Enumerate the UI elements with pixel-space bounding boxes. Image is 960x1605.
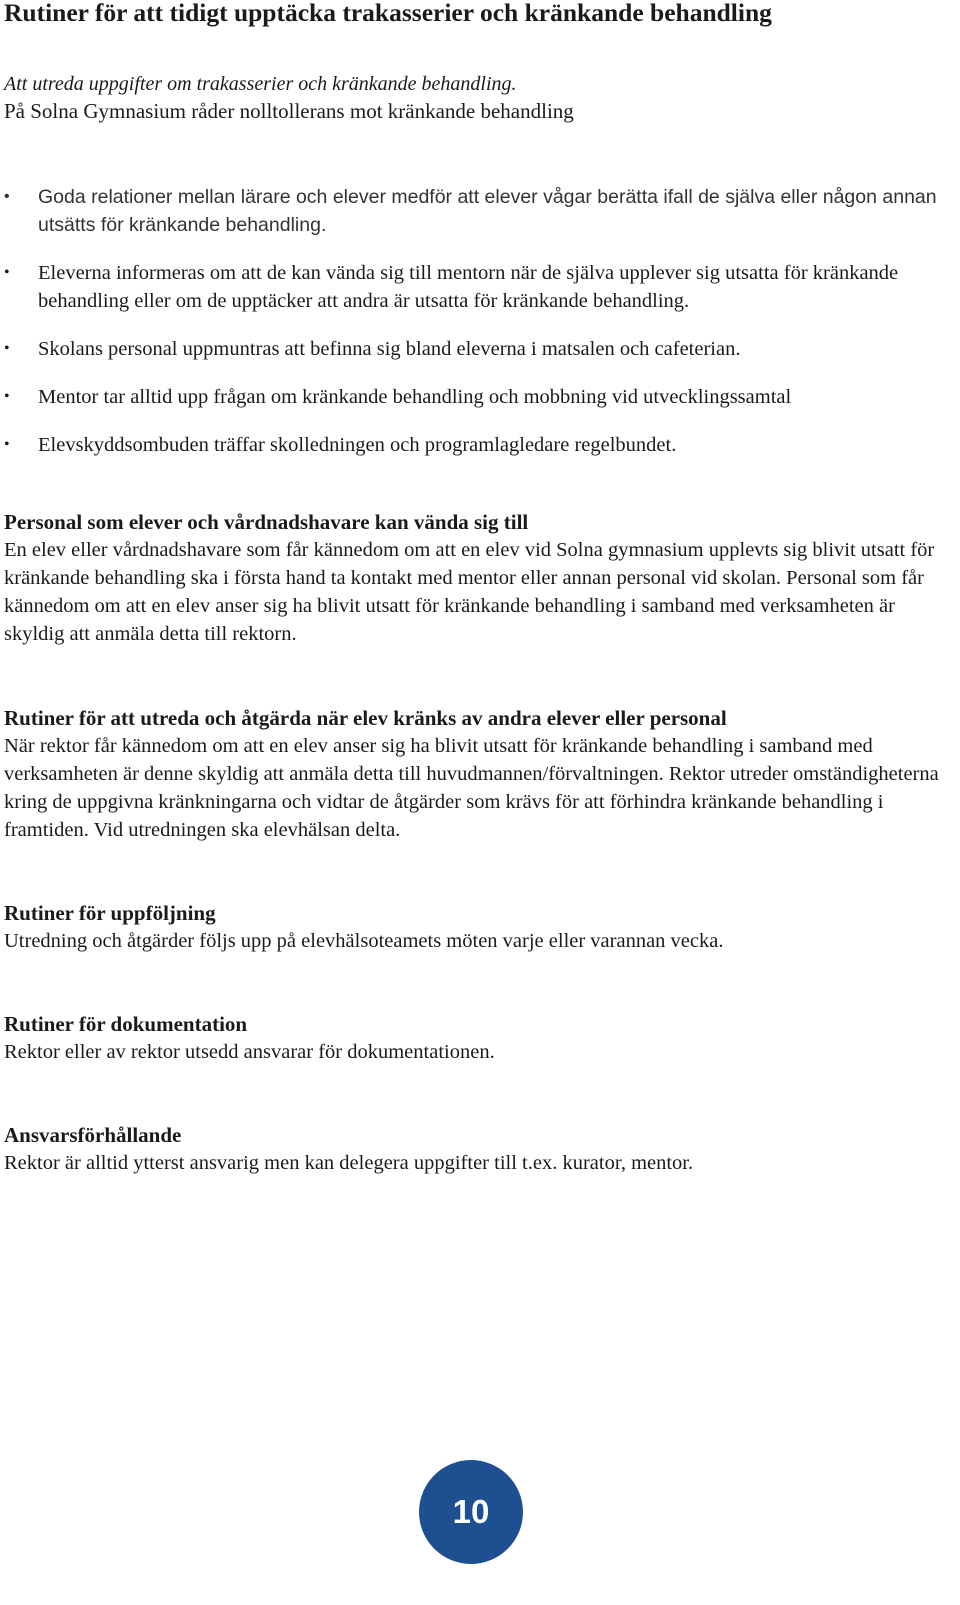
bullet-icon: • <box>4 388 10 405</box>
bullet-icon: • <box>4 340 10 357</box>
bullet-item <box>4 383 948 411</box>
bullet-icon: • <box>4 264 10 281</box>
document-subtitle-italic: Att utreda uppgifter om trakasserier och kränkande behandling. <box>4 73 517 95</box>
page-number: 10 <box>452 1493 490 1530</box>
bullet-icon: • <box>4 188 10 205</box>
section-contact-persons <box>4 508 948 648</box>
section-documentation <box>4 1010 948 1066</box>
section-body: En elev eller vårdnadshavare som får kännedom om att en elev vid Solna gymnasium upplevts sig blivit utsatt för kränkande behandling ska i första hand ta kontakt med mentor eller annan personal vid skolan. Personal som får kännedom om att en elev anser sig ha blivit utsatt för kränkande behandling i samband med verksamheten är skyldig att anmäla detta till rektorn. <box>4 539 935 645</box>
section-body: När rektor får kännedom om att en elev anser sig ha blivit utsatt för kränkande behandling i samband med verksamheten är denne skyldig att anmäla detta till huvudmannen/förvaltningen. Rektor utreder omständigheterna kring de uppgivna kränkningarna och vidtar de åtgärder som krävs för att förhindra kränkande behandling i framtiden. Vid utredningen ska elevhälsan delta. <box>4 735 939 841</box>
section-heading: Rutiner för att utreda och åtgärda när elev kränks av andra elever eller personal <box>4 706 727 730</box>
section-investigation-routines <box>4 704 948 844</box>
document-title: Rutiner för att tidigt upptäcka trakasserier och kränkande behandling <box>4 0 772 27</box>
section-heading: Rutiner för dokumentation <box>4 1012 248 1036</box>
section-body: Utredning och åtgärder följs upp på elevhälsoteamets möten varje eller varannan vecka. <box>4 930 724 952</box>
bullet-text: Eleverna informeras om att de kan vända sig till mentorn när de själva upplever sig utsatta för kränkande behandling eller om de upptäcker att andra är utsatta för kränkande behandling. <box>38 262 899 312</box>
bullet-text: Mentor tar alltid upp frågan om kränkande behandling och mobbning vid utvecklingssamtal <box>38 386 792 408</box>
section-body: Rektor eller av rektor utsedd ansvarar för dokumentationen. <box>4 1041 495 1063</box>
bullet-text: Elevskyddsombuden träffar skolledningen och programlagledare regelbundet. <box>38 434 677 456</box>
section-responsibility <box>4 1121 948 1177</box>
section-follow-up <box>4 899 948 955</box>
section-heading: Ansvarsförhållande <box>4 1123 182 1147</box>
section-body: Rektor är alltid ytterst ansvarig men kan delegera uppgifter till t.ex. kurator, mentor. <box>4 1152 694 1174</box>
bullet-text: Goda relationer mellan lärare och elever medför att elever vågar berätta ifall de själva eller någon annan utsätts för kränkande behandling. <box>38 186 937 236</box>
bullet-text: Skolans personal uppmuntras att befinna sig bland eleverna i matsalen och cafeterian. <box>38 338 741 360</box>
bullet-icon: • <box>4 436 10 453</box>
bullet-item <box>4 431 948 459</box>
bullet-item <box>4 259 948 315</box>
page-number-badge <box>419 1460 523 1564</box>
bullet-item <box>4 183 948 239</box>
section-heading: Personal som elever och vårdnadshavare kan vända sig till <box>4 510 529 534</box>
routine-bullet-list <box>4 183 948 479</box>
section-heading: Rutiner för uppföljning <box>4 901 216 925</box>
document-subtitle-line: På Solna Gymnasium råder nolltollerans mot kränkande behandling <box>4 99 574 123</box>
bullet-item <box>4 335 948 363</box>
